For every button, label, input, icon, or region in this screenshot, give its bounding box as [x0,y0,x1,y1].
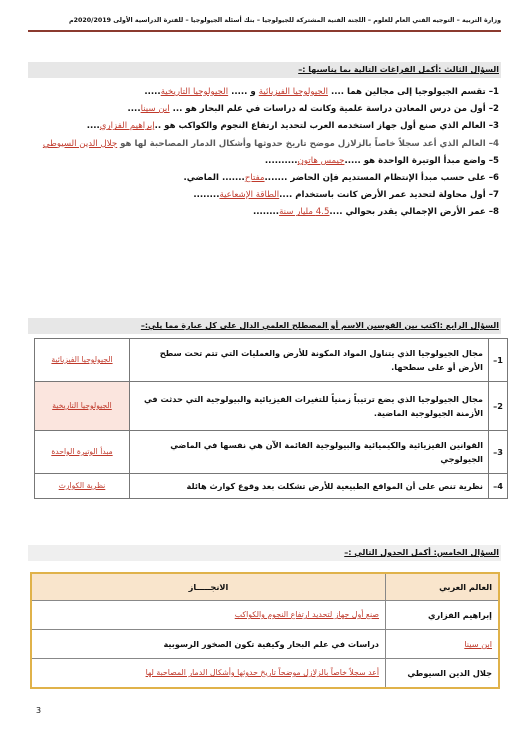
question-text: ....... الماضي. [183,173,245,184]
page-number: 3 [36,706,42,715]
scientist-name: جلال الدين السيوطي [386,659,500,689]
table-header-row [31,573,499,601]
answer-text: جيمس هاتون [297,155,345,166]
term-answer: الجيولوجيا التاريخية [35,382,130,431]
list-item [28,136,499,153]
definition-text: القوانين الفيزيائية والكيميائية والبيولوجية القائمة الآن هي نفسها في الماضي الجيولوجي [130,431,489,474]
question-text: 5– واضع مبدأ الوتيرة الواحدة هو ..... [344,155,499,166]
question-text: ..... [144,87,161,97]
question-text: 1– تقسم الجيولوجيا إلى مجالين هما .... [327,87,499,97]
definition-text: مجال الجيولوجيا الذي يتناول المواد المكونة للأرض والعمليات التي تتم تحت سطح الأرض أو على سطحها. [130,339,489,382]
definition-text: مجال الجيولوجيا الذي يضع ترتيباً زمنياً للتغيرات الفيزيائية والبيولوجية التي حدثت في الأزمنة الجيولوجية الماضية. [130,382,489,431]
answer-text: مفتاح [244,173,265,184]
question-text: ........ [252,207,280,218]
achievement-text: أعد سجلاً خاصاً بالزلازل موضحاً تاريخ حدوثها وأشكال الدمار المصاحبة لها [31,659,386,689]
answer-text: الطاقة الإشعاعية [219,190,280,201]
question-text: .... [86,121,100,132]
answer-text: 4.5 مليار سنة [279,207,330,218]
term-answer: الجيولوجيا الفيزيائية [35,339,130,382]
list-item [28,187,499,204]
answer-text: ابن سينا [140,104,170,115]
definitions-table [34,338,508,499]
answer-text: الجيولوجيا التاريخية [160,87,229,97]
question-text: 4– العالم الذي أعد سجلاً خاصاً بالزلازل موضح تاريخ حدوثها وأشكال الدمار المصاحبة لها هو [117,138,499,149]
column-header-achievement: الانجـــــاز [31,573,386,601]
question-text: 7– أول محاولة لتحديد عمر الأرض كانت باستخدام .... [279,190,499,201]
scientist-name: ابن سينا [386,630,500,659]
table-row [35,382,508,431]
table-row [31,659,499,689]
list-item [28,204,499,221]
table-row [35,339,508,382]
term-answer: مبدأ الوتيرة الواحدة [35,431,130,474]
scientists-table [30,572,500,689]
question-text: 8– عمر الأرض الإجمالي يقدر بحوالي .... [329,207,499,218]
section5-title: السؤال الخامس: أكمل الجدول التالي :– [28,545,501,561]
question-text: و ..... [228,87,256,97]
table-row [35,474,508,499]
table-row [35,431,508,474]
question-text: ........ [193,190,220,201]
list-item [28,170,499,187]
question-text: 2– أول من درس المعادن دراسة علمية وكانت له دراسات في علم البحار هو ... [169,104,499,115]
column-header-scientist: العالم العربي [386,573,500,601]
section3-title: السؤال الثالث :أكمل الفراغات التالية بما يناسبها :– [28,62,501,78]
answer-text: الجيولوجيا الفيزيائية [258,87,328,97]
table-row [31,630,499,659]
row-number: 3– [489,431,508,474]
list-item [28,118,499,135]
section3-list [28,84,499,222]
list-item [28,84,499,101]
answer-text: جلال الدين السيوطي [42,138,118,149]
page-header: وزارة التربية – التوجيه الفني العام للعلوم – اللجنة الفنية المشتركة للجيولوجيا – بنك أسئلة الجيولوجيا – للفترة الدراسية الأولى 2020/2019م [28,14,501,32]
row-number: 2– [489,382,508,431]
row-number: 4– [489,474,508,499]
table-row [31,601,499,630]
list-item [28,153,499,170]
question-text: .......... [264,155,298,166]
scientist-name: إبراهيم الفزاري [386,601,500,630]
question-text: 6– على حسب مبدأ الإنتظام المستديم فإن الحاضر ....... [264,173,499,184]
list-item [28,101,499,118]
answer-text: إبراهيم الفزاري [99,121,155,132]
term-answer: نظرية الكوارث [35,474,130,499]
definition-text: نظرية تنص على أن المواقع الطبيعية للأرض تشكلت بعد وقوع كوارث هائلة [130,474,489,499]
achievement-text: صنع أول جهاز لتحديد ارتفاع النجوم والكواكب [31,601,386,630]
row-number: 1– [489,339,508,382]
achievement-text: دراسات في علم البحار وكيفية تكون الصخور الرسوبية [31,630,386,659]
question-text: 3– العالم الذي صنع أول جهاز استخدمه العرب لتحديد ارتفاع النجوم والكواكب هو .. [154,121,499,132]
question-text: .... [127,104,141,115]
section4-title: السؤال الرابع :اكتب بين القوسين الاسم أو المصطلح العلمي الدال على كل عبارة مما يلي:– [28,318,501,334]
